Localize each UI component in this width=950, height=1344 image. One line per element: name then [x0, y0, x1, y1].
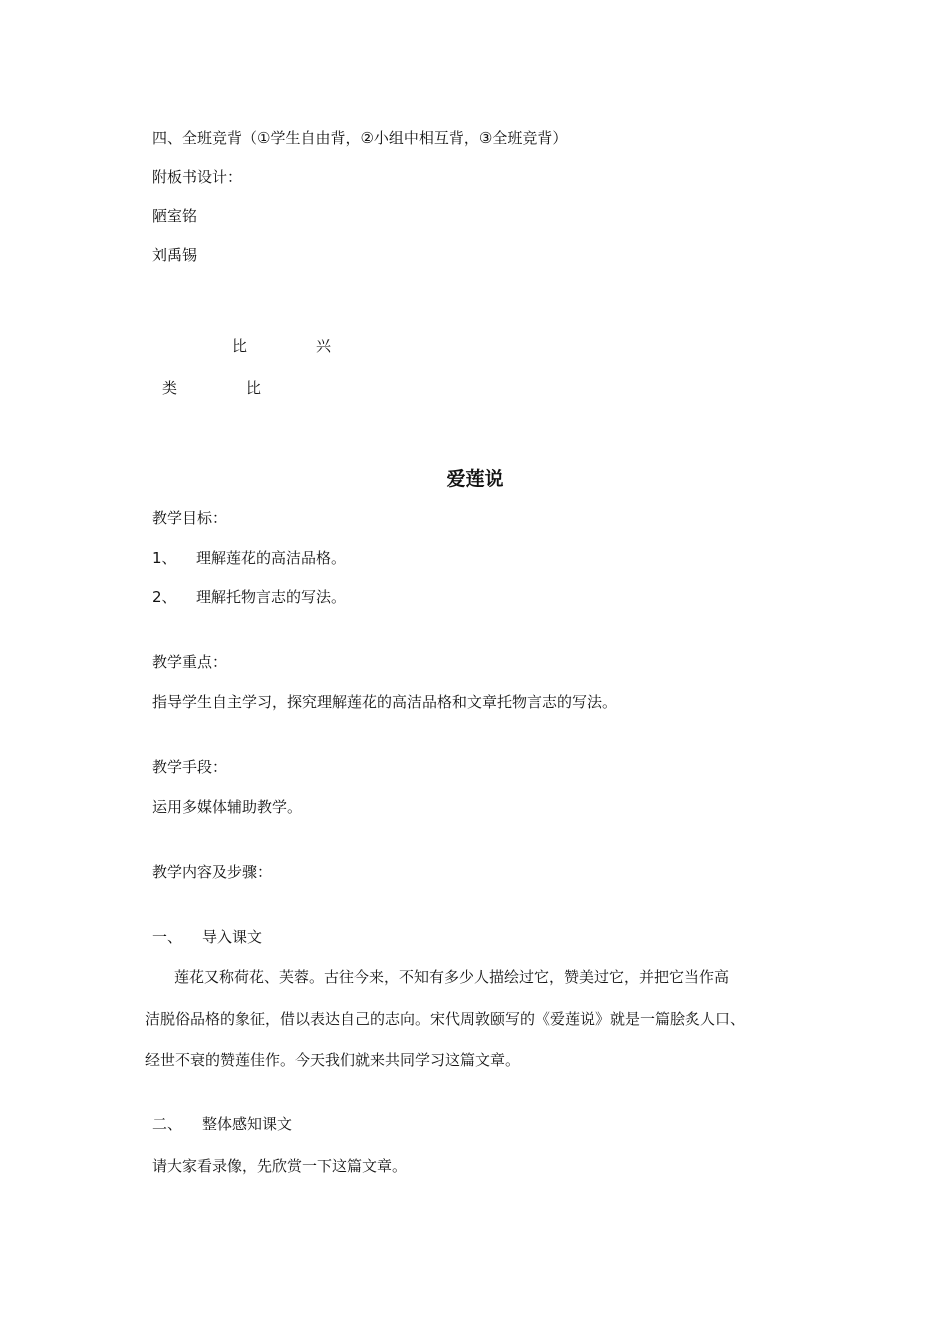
step-two-number: 二、: [152, 1115, 183, 1133]
objectives-label: 教学目标：: [152, 509, 228, 527]
step-one-para-line-3: 经世不衰的赞莲佳作。今天我们就来共同学习这篇文章。: [145, 1051, 521, 1069]
board-row1-right: 兴: [316, 337, 332, 355]
step-one-number: 一、: [152, 928, 183, 946]
objective-number: 1、: [152, 549, 177, 567]
content-label: 教学内容及步骤：: [152, 863, 273, 881]
objective-item-1: [152, 548, 346, 568]
board-row1-left: 比: [232, 337, 248, 355]
step-two-text: 请大家看录像，先欣赏一下这篇文章。: [152, 1157, 408, 1175]
objective-number: 2、: [152, 588, 177, 606]
objective-text: 理解莲花的高洁品格。: [196, 549, 347, 567]
means-text: 运用多媒体辅助教学。: [152, 798, 303, 816]
step-one-para-line-1: 莲花又称荷花、芙蓉。古往今来，不知有多少人描绘过它，赞美过它，并把它当作高: [174, 968, 730, 986]
board-title: 陋室铭: [152, 207, 198, 225]
board-row2-left: 类: [162, 379, 178, 397]
focus-text: 指导学生自主学习，探究理解莲花的高洁品格和文章托物言志的写法。: [152, 693, 618, 711]
means-label: 教学手段：: [152, 758, 228, 776]
objective-text: 理解托物言志的写法。: [196, 588, 347, 606]
step-one-para-line-2: 洁脱俗品格的象征，借以表达自己的志向。宋代周敦颐写的《爱莲说》就是一篇脍炙人口、: [145, 1010, 746, 1028]
section-four-line: 四、全班竞背（①学生自由背，②小组中相互背，③全班竞背）: [152, 129, 568, 147]
focus-label: 教学重点：: [152, 653, 228, 671]
board-row2-right: 比: [246, 379, 262, 397]
step-two-heading: [152, 1114, 292, 1134]
lesson-title: 爱莲说: [446, 468, 504, 490]
board-author: 刘禹锡: [152, 246, 198, 264]
board-design-label: 附板书设计：: [152, 168, 243, 186]
step-one-heading: [152, 927, 262, 947]
objective-item-2: [152, 587, 346, 607]
step-one-title: 导入课文: [202, 928, 263, 946]
step-two-title: 整体感知课文: [202, 1115, 293, 1133]
